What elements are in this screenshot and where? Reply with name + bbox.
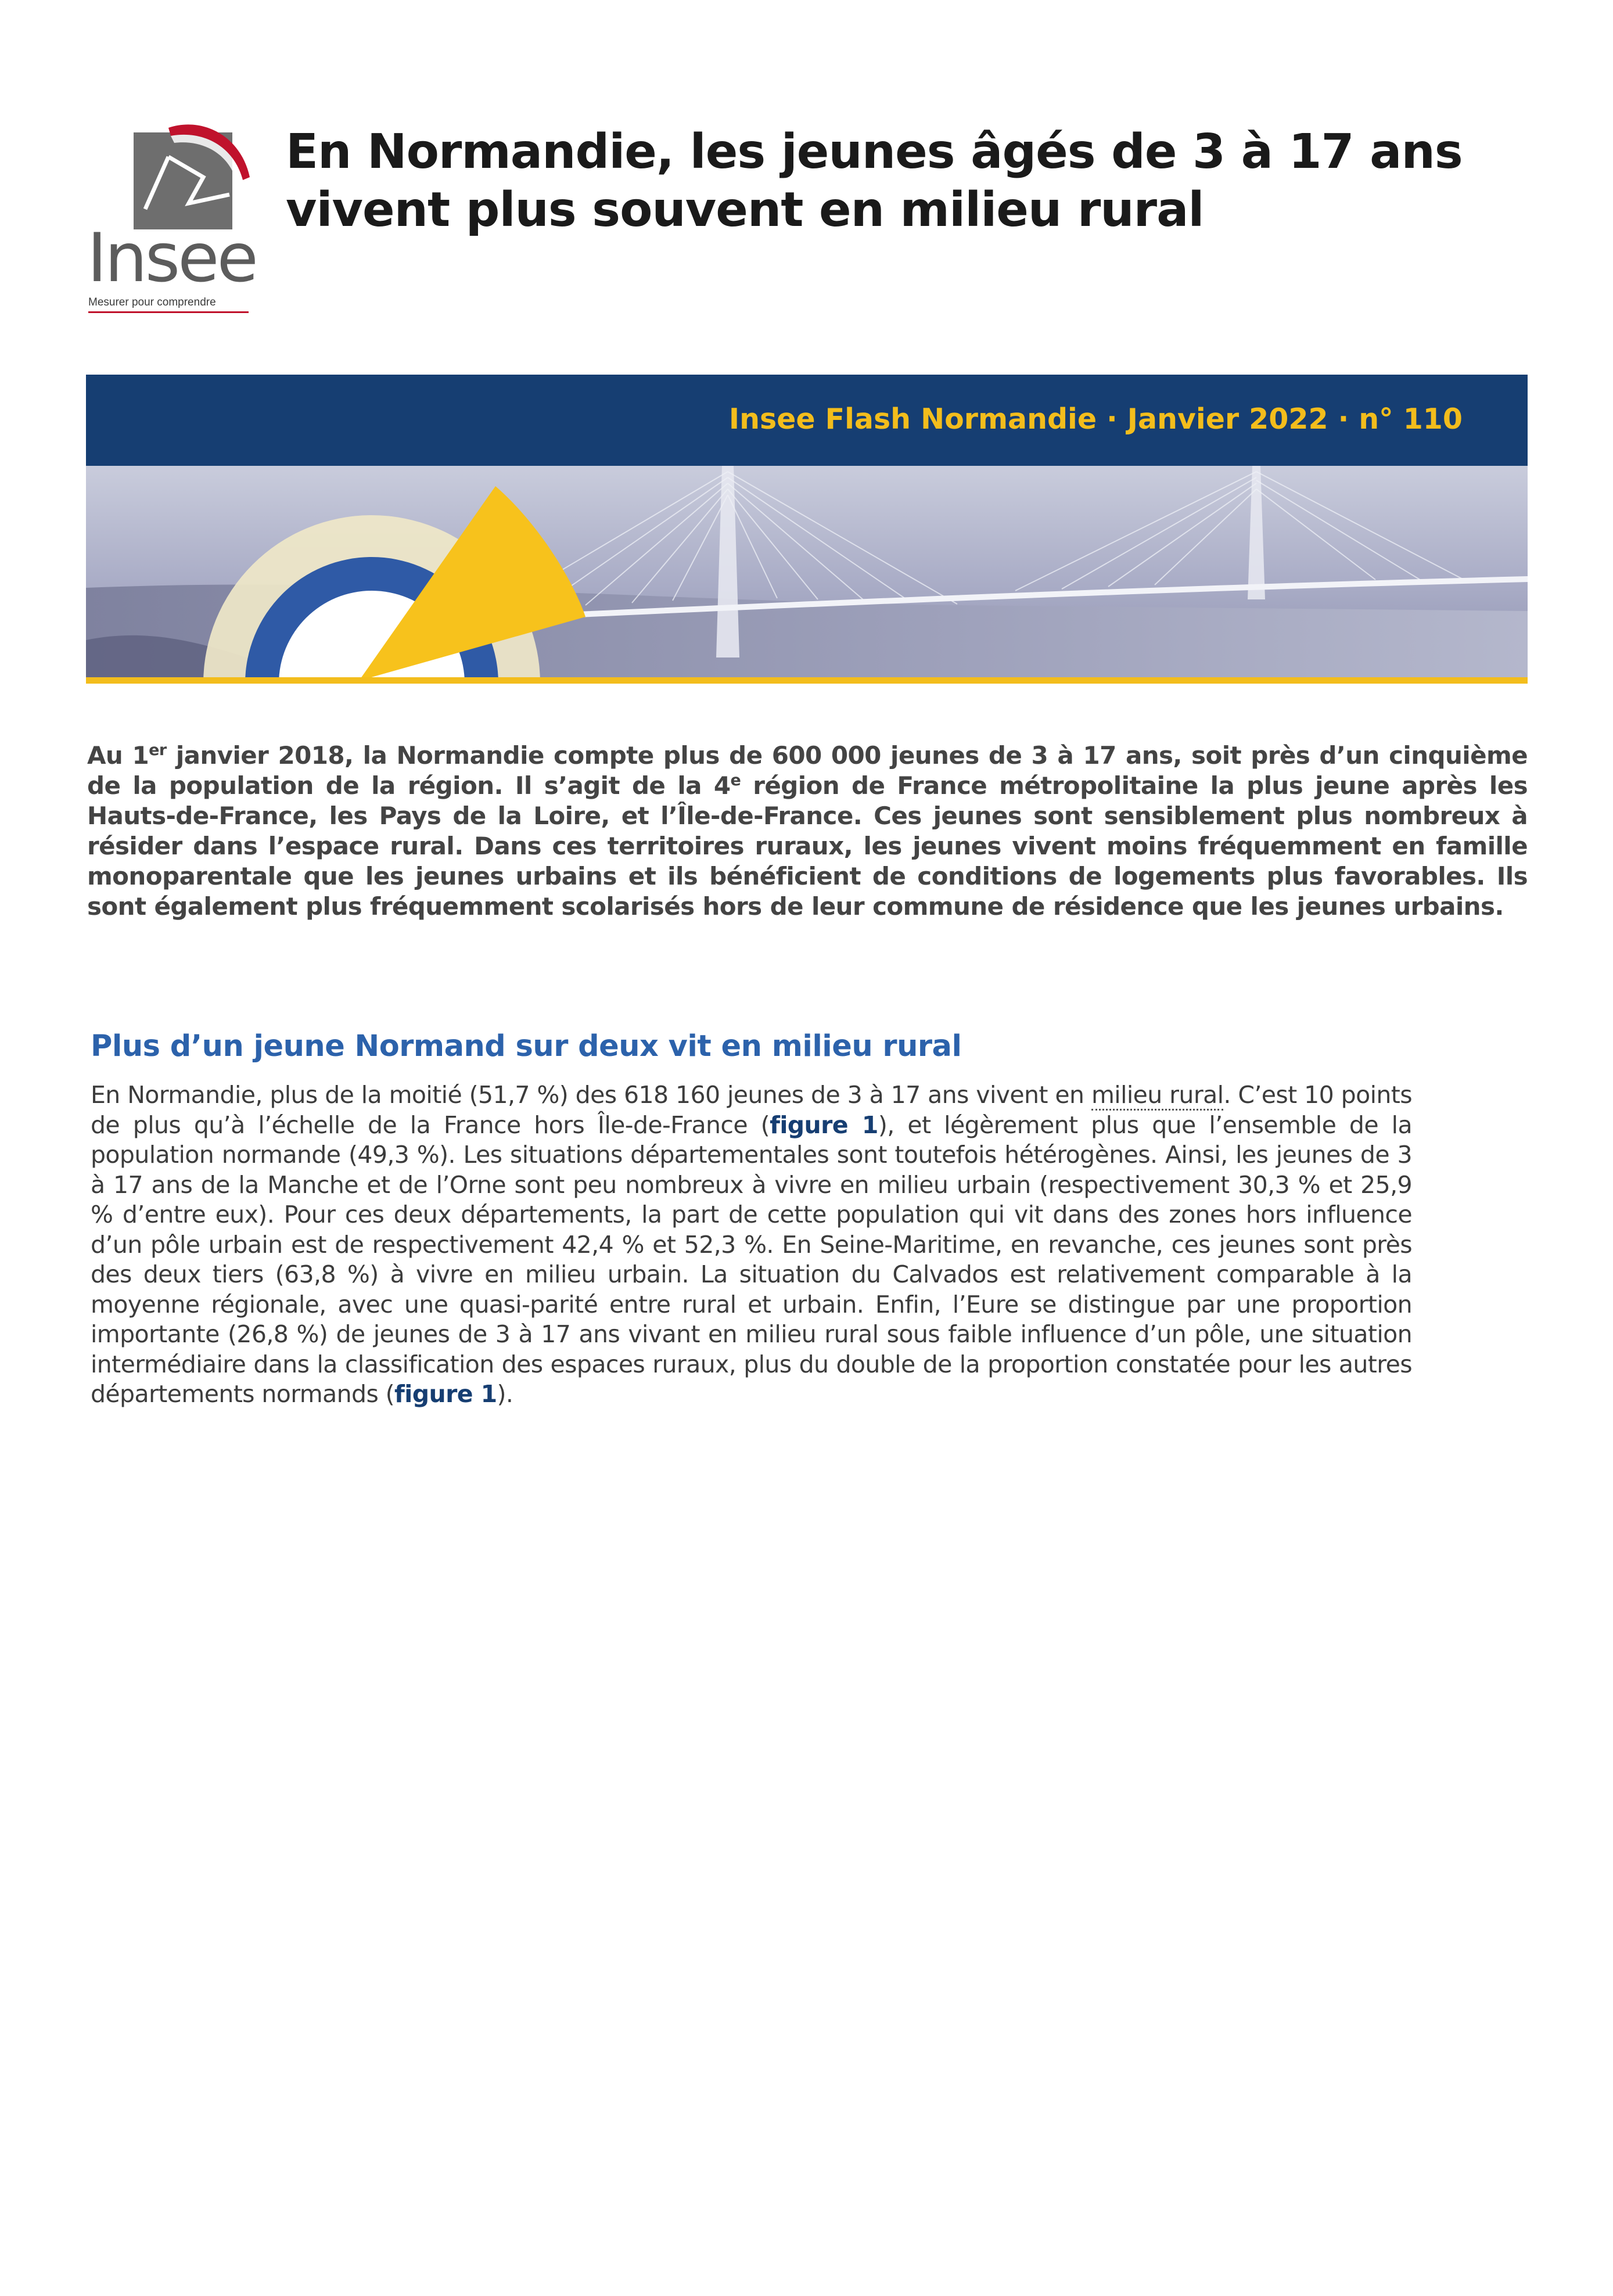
logo-wordmark: Insee <box>87 219 256 297</box>
header-banner <box>86 375 1528 684</box>
figure-1-link-2[interactable]: figure 1 <box>394 1380 497 1408</box>
page-title: En Normandie, les jeunes âgés de 3 à 17 ans vivent plus souvent en milieu rural <box>286 124 1463 238</box>
section-body <box>91 1080 1412 1410</box>
lead-sup-1: er <box>149 741 167 759</box>
lead-paragraph <box>87 741 1528 922</box>
insee-logo-mark-icon <box>134 122 250 229</box>
banner-bar <box>86 375 1528 466</box>
lead-sup-2: e <box>730 771 741 789</box>
figure-1-link[interactable]: figure 1 <box>770 1111 878 1139</box>
body-text-2: . C’est 10 points de plus qu’à l’échelle de la France hors Île-de-France ( <box>91 1081 1412 1139</box>
body-text-4: ). <box>497 1380 513 1408</box>
lead-text-3: région de France métropolitaine la plus jeune après les Hauts-de-France, les Pays de la Loire, et l’Île-de-France. Ces jeunes sont sensiblement plus nombreux à résider dans l’espace rural. Dans ces territoires ruraux, les jeunes vivent moins fréquemment en famille monoparentale que les jeunes urbains et ils bénéficient de conditions de logements plus favorables. Ils sont également plus fréquemment scolarisés hors de leur commune de résidence que les jeunes urbains. <box>87 771 1528 921</box>
body-text-1: En Normandie, plus de la moitié (51,7 %) des 618 160 jeunes de 3 à 17 ans vivent en <box>91 1081 1091 1109</box>
publication-label: Insee Flash Normandie · Janvier 2022 · n° 110 <box>728 403 1463 436</box>
lead-text-2: janvier 2018, la Normandie compte plus de 600 000 jeunes de 3 à 17 ans, soit près d’un cinquième de la population de la région. Il s’agit de la 4 <box>87 741 1528 800</box>
body-text-3: ), et légèrement plus que l’ensemble de la population normande (49,3 %). Les situations départementales sont toutefois hétérogènes. Ainsi, les jeunes de 3 à 17 ans de la Manche et de l’Orne sont peu nombreux à vivre en milieu urbain (respectivement 30,3 % et 25,9 % d’entre eux). Pour ces deux départements, la part de cette population qui vit dans des zones hors influence d’un pôle urbain est de respectivement 42,4 % et 52,3 %. En Seine-Maritime, en revanche, ces jeunes sont près des deux tiers (63,8 %) à vivre en milieu urbain. La situation du Calvados est relativement comparable à la moyenne régionale, avec une quasi-parité entre rural et urbain. Enfin, l’Eure se distingue par une proportion importante (26,8 %) de jeunes de 3 à 17 ans vivant en milieu rural sous faible influence d’un pôle, une situation intermédiaire dans la classification des espaces ruraux, plus du double de la proportion constatée pour les autres départements normands ( <box>91 1111 1412 1408</box>
insee-logo <box>87 122 256 314</box>
lead-text-1: Au 1 <box>87 741 149 770</box>
section-title: Plus d’un jeune Normand sur deux vit en milieu rural <box>91 1029 962 1063</box>
logo-tagline: Mesurer pour comprendre <box>88 296 249 313</box>
bridge-photo-illustration <box>86 466 1528 684</box>
milieu-rural-link[interactable]: milieu rural <box>1091 1081 1223 1111</box>
